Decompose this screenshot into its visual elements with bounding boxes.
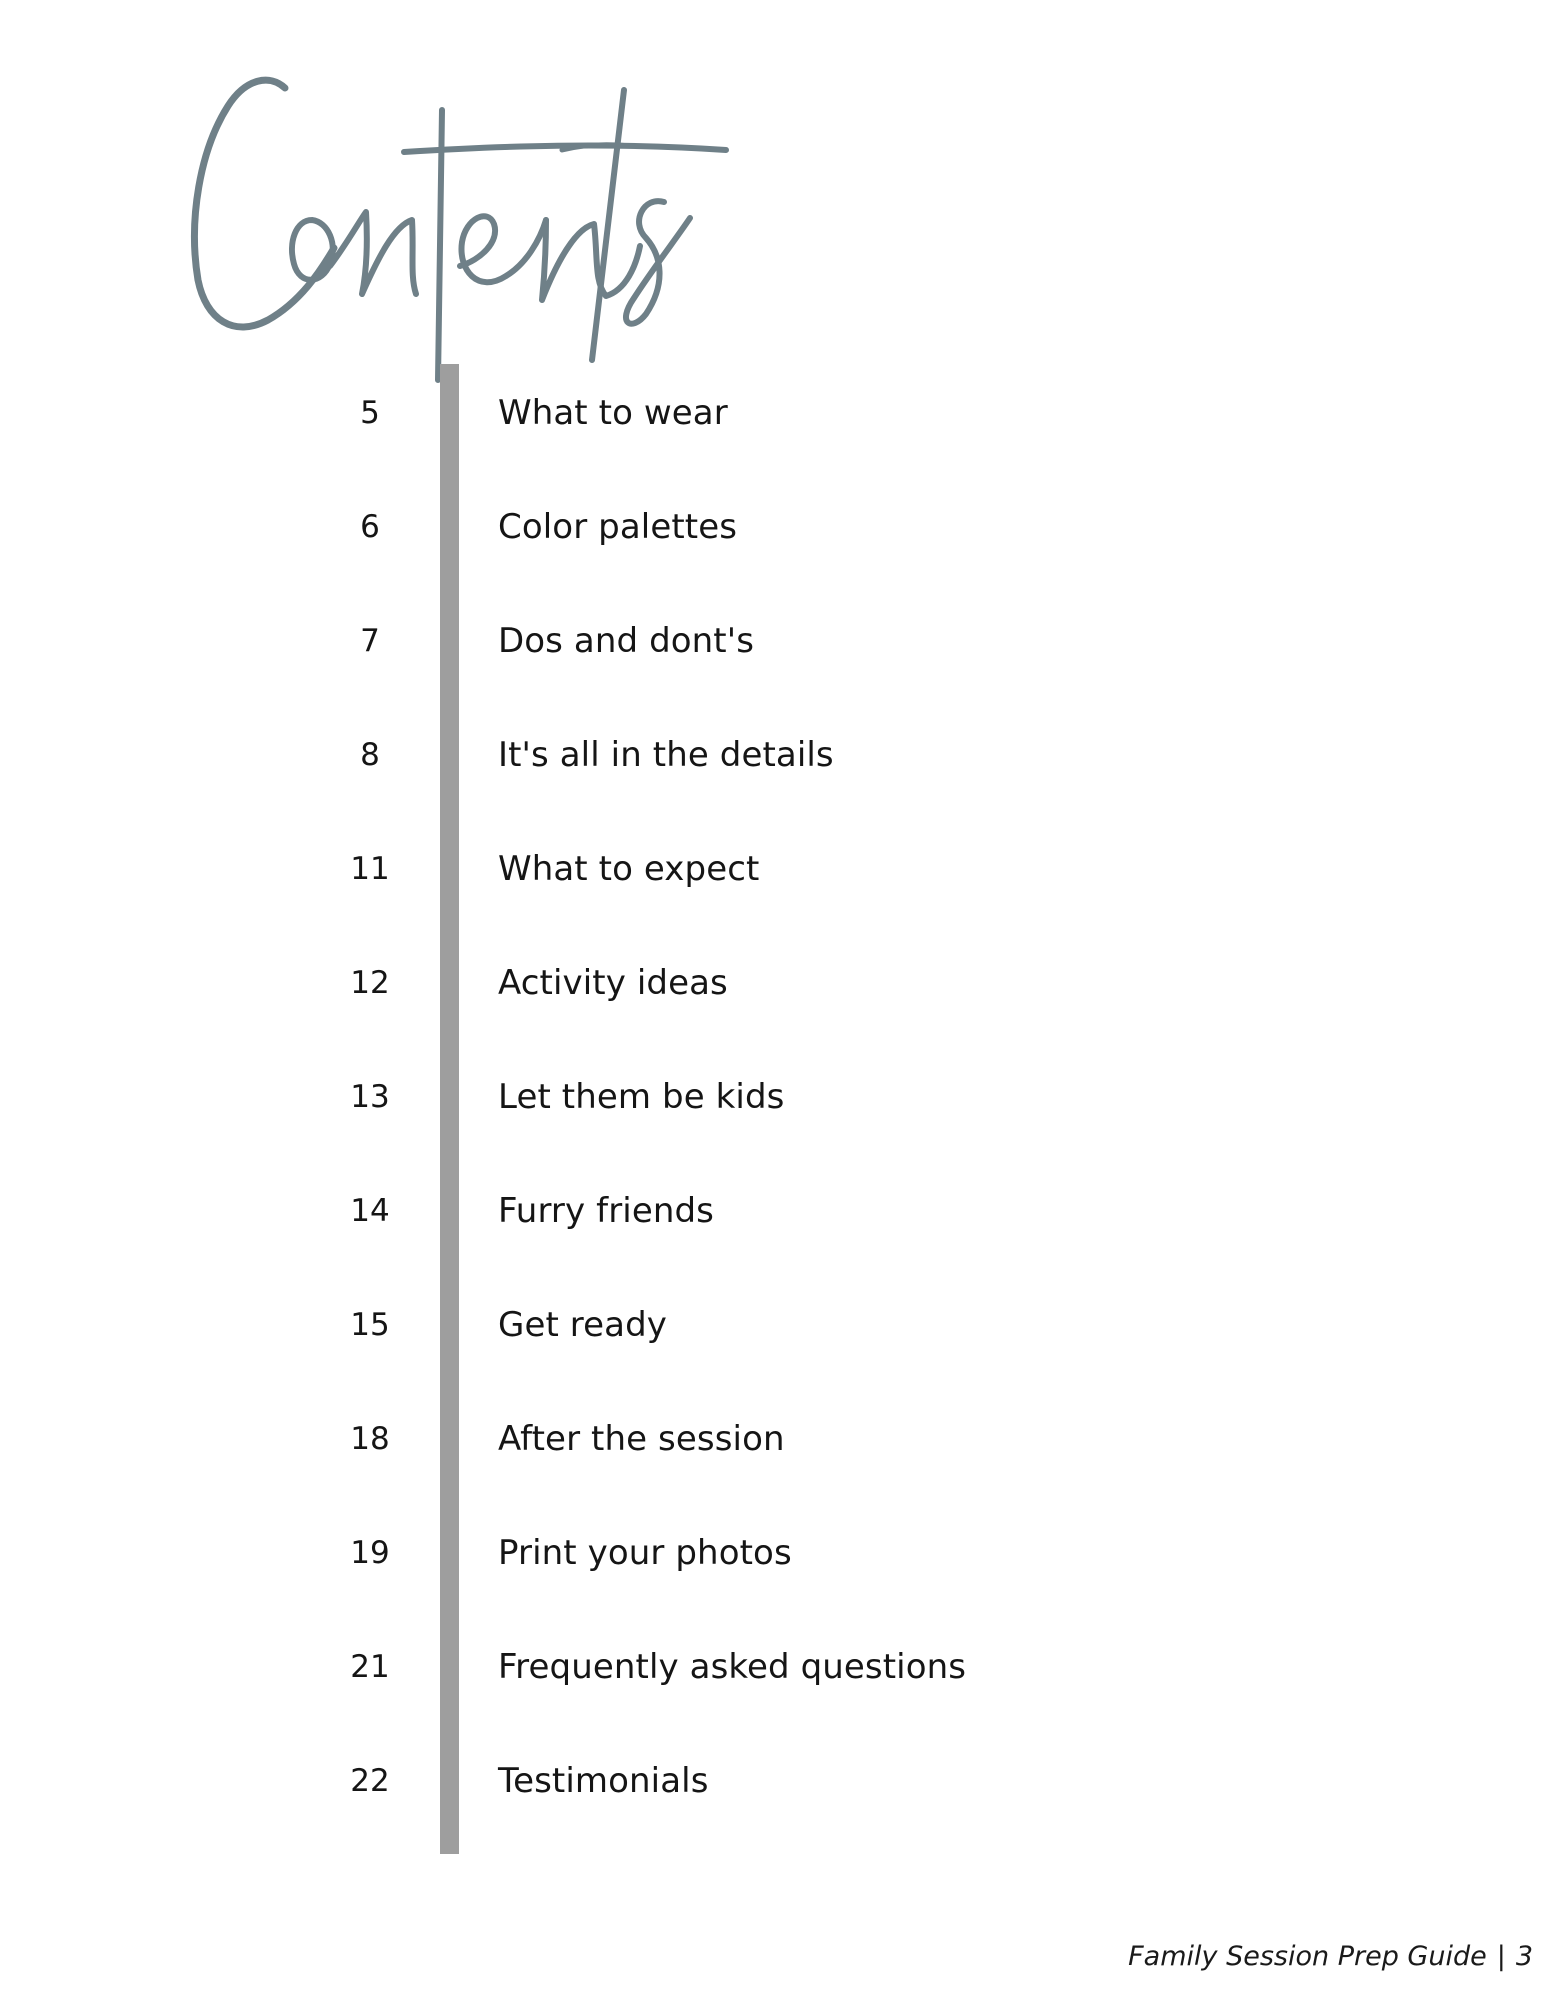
toc-item[interactable] xyxy=(0,943,1545,1023)
toc-entry-title: Color palettes xyxy=(498,507,738,547)
footer-page-number: 3 xyxy=(1515,1941,1533,1972)
toc-page-number: 7 xyxy=(360,623,380,659)
toc-page-number: 11 xyxy=(350,851,390,887)
toc-entry-title: Print your photos xyxy=(498,1533,792,1573)
toc-page-number: 12 xyxy=(350,965,390,1001)
toc-item[interactable] xyxy=(0,1057,1545,1137)
toc-item[interactable] xyxy=(0,1741,1545,1821)
toc-item[interactable] xyxy=(0,1513,1545,1593)
toc-entry-title: After the session xyxy=(498,1419,785,1459)
toc-item[interactable] xyxy=(0,1399,1545,1479)
toc-page-number: 8 xyxy=(360,737,380,773)
toc-page-number: 14 xyxy=(350,1193,390,1229)
toc-entry-title: Get ready xyxy=(498,1305,667,1345)
toc-entry-title: Frequently asked questions xyxy=(498,1647,967,1687)
toc-page-number: 5 xyxy=(360,395,380,431)
toc-item[interactable] xyxy=(0,487,1545,567)
toc-entry-title: What to expect xyxy=(498,849,760,889)
toc-item[interactable] xyxy=(0,715,1545,795)
toc-page-number: 13 xyxy=(350,1079,390,1115)
toc-item[interactable] xyxy=(0,601,1545,681)
footer-guide-title: Family Session Prep Guide xyxy=(1128,1941,1487,1972)
toc-entry-title: What to wear xyxy=(498,393,728,433)
page-footer xyxy=(1128,1941,1533,1972)
toc-entry-title: Let them be kids xyxy=(498,1077,785,1117)
toc-item[interactable] xyxy=(0,1285,1545,1365)
toc-page-number: 18 xyxy=(350,1421,390,1457)
toc-entry-title: It's all in the details xyxy=(498,735,834,775)
toc-entry-title: Testimonials xyxy=(498,1761,709,1801)
toc-entry-title: Activity ideas xyxy=(498,963,728,1003)
toc-item[interactable] xyxy=(0,1627,1545,1707)
toc-page-number: 15 xyxy=(350,1307,390,1343)
toc-item[interactable] xyxy=(0,1171,1545,1251)
toc-item[interactable] xyxy=(0,829,1545,909)
toc-item[interactable] xyxy=(0,373,1545,453)
toc-page-number: 21 xyxy=(350,1649,390,1685)
footer-separator: | xyxy=(1496,1941,1506,1972)
toc-page-number: 6 xyxy=(360,509,380,545)
toc-entry-title: Dos and dont's xyxy=(498,621,755,661)
toc-page-number: 19 xyxy=(350,1535,390,1571)
toc-page-number: 22 xyxy=(350,1763,390,1799)
toc-entry-title: Furry friends xyxy=(498,1191,714,1231)
